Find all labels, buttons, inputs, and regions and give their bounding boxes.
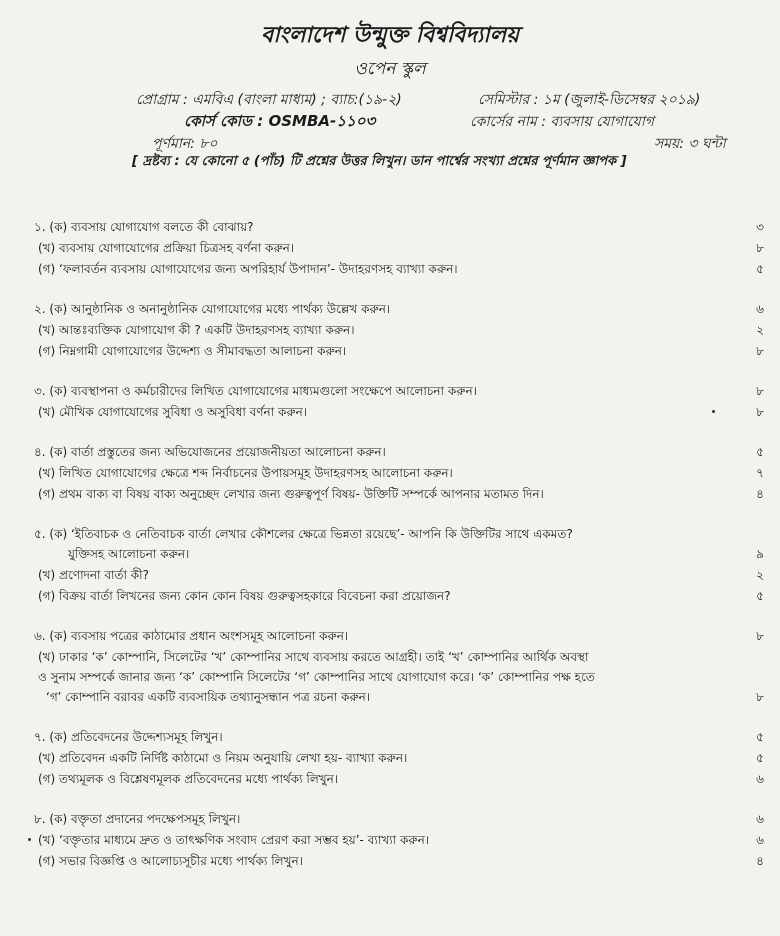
question-5a: ৫. (ক) ‘ইতিবাচক ও নেতিবাচক বার্তা লেখার কৌশলের ক্ষেত্রে ভিন্নতা রয়েছে’- আপনি কি উক্তিটির সাথে একমত? bbox=[34, 527, 573, 541]
marks-6b: ৮ bbox=[756, 690, 764, 704]
marks-2a: ৬ bbox=[756, 302, 764, 316]
marks-2c: ৮ bbox=[756, 344, 764, 358]
question-1a: ১. (ক) ব্যবসায় যোগাযোগ বলতে কী বোঝায়? bbox=[34, 220, 254, 234]
question-5c: (গ) বিক্রয় বার্তা লিখনের জন্য কোন কোন বিষয় গুরুত্বসহকারে বিবেচনা করা প্রয়োজন? bbox=[38, 589, 451, 603]
course-code: কোর্স কোড : OSMBA-১১০৩ bbox=[184, 112, 376, 130]
question-6b-cont1: ও সুনাম সম্পর্কে জানার জন্য ‘ক’ কোম্পানি সিলেটের ‘গ’ কোম্পানির সাথে যোগাযোগ করে। ‘ক’ কোম্পানির পক্ষ হতে bbox=[38, 670, 595, 684]
question-3b: (খ) মৌখিক যোগাযোগের সুবিধা ও অসুবিধা বর্ণনা করুন। bbox=[38, 405, 308, 419]
question-4c: (গ) প্রথম বাক্য বা বিষয় বাক্য অনুচ্ছেদ লেখার জন্য গুরুত্বপূর্ণ বিষয়- উক্তিটি সম্পর্কে আপনার মতামত দিন। bbox=[38, 487, 544, 501]
question-4b: (খ) লিখিত যোগাযোগের ক্ষেত্রে শব্দ নির্বাচনের উপায়সমূহ উদাহরণসহ আলোচনা করুন। bbox=[38, 466, 453, 480]
program-info: প্রোগ্রাম : এমবিএ (বাংলা মাধ্যম) ; ব্যাচ:(১৯-২) bbox=[136, 92, 402, 108]
question-2b: (খ) আন্তঃব্যক্তিক যোগাযোগ কী ? একটি উদাহরণসহ ব্যাখ্যা করুন। bbox=[38, 323, 355, 337]
question-6b-cont2: ‘গ’ কোম্পানি বরাবর একটি ব্যবসায়িক তথ্যানুসন্ধান পত্র রচনা করুন। bbox=[46, 690, 371, 704]
course-name: কোর্সের নাম : ব্যবসায় যোগাযোগ bbox=[470, 114, 654, 130]
question-7b: (খ) প্রতিবেদন একটি নির্দিষ্ট কাঠামো ও নিয়ম অনুযায়ি লেখা হয়- ব্যাখ্যা করুন। bbox=[38, 751, 408, 765]
marks-1c: ৫ bbox=[756, 262, 764, 276]
full-marks: পূর্ণমান: ৮০ bbox=[152, 136, 218, 152]
marks-5c: ৫ bbox=[756, 589, 764, 603]
marks-8a: ৬ bbox=[756, 812, 764, 826]
question-2a: ২. (ক) আনুষ্ঠানিক ও অনানুষ্ঠানিক যোগাযোগের মধ্যে পার্থক্য উল্লেখ করুন। bbox=[34, 302, 391, 316]
question-1c: (গ) ‘ফলাবর্তন ব্যবসায় যোগাযোগের জন্য অপরিহার্য উপাদান’- উদাহরণসহ ব্যাখ্যা করুন। bbox=[38, 262, 458, 276]
question-6a: ৬. (ক) ব্যবসায় পত্রের কাঠামোর প্রধান অংশসমূহ আলোচনা করুন। bbox=[34, 629, 349, 643]
marks-5b: ২ bbox=[756, 568, 764, 582]
marks-2b: ২ bbox=[756, 323, 764, 337]
scan-speck bbox=[712, 410, 715, 413]
exam-time: সময়: ৩ ঘন্টা bbox=[654, 136, 726, 152]
question-8b: (খ) ‘বক্তৃতার মাধ্যমে দ্রুত ও তাৎক্ষণিক সংবাদ প্রেরণ করা সম্ভব হয়’- ব্যাখ্যা করুন। bbox=[38, 833, 430, 847]
marks-3a: ৮ bbox=[756, 384, 764, 398]
marks-6a: ৮ bbox=[756, 629, 764, 643]
question-3a: ৩. (ক) ব্যবস্থাপনা ও কর্মচারীদের লিখিত যোগাযোগের মাধ্যমগুলো সংক্ষেপে আলোচনা করুন। bbox=[34, 384, 477, 398]
question-7c: (গ) তথ্যমূলক ও বিশ্লেষণমূলক প্রতিবেদনের মধ্যে পার্থক্য লিখুন। bbox=[38, 772, 339, 786]
university-title: বাংলাদেশ উন্মুক্ত বিশ্ববিদ্যালয় bbox=[260, 23, 520, 48]
marks-4a: ৫ bbox=[756, 445, 764, 459]
marks-1b: ৮ bbox=[756, 241, 764, 255]
semester-info: সেমিস্টার : ১ম (জুলাই-ডিসেম্বর ২০১৯) bbox=[478, 92, 701, 108]
question-2c: (গ) নিম্নগামী যোগাযোগের উদ্দেশ্য ও সীমাবদ্ধতা আলাচনা করুন। bbox=[38, 344, 347, 358]
question-6b: (খ) ঢাকার ‘ক’ কোম্পানি, সিলেটের ‘খ’ কোম্পানির সাথে ব্যবসায় করতে আগ্রহী। তাই ‘খ’ কোম্পানির আর্থিক অবস্থা bbox=[38, 650, 589, 664]
question-8a: ৮. (ক) বক্তৃতা প্রদানের পদক্ষেপসমূহ লিখুন। bbox=[34, 812, 241, 826]
question-5b: (খ) প্রণোদনা বার্তা কী? bbox=[38, 568, 149, 582]
marks-5a: ৯ bbox=[756, 547, 764, 561]
marks-8c: ৪ bbox=[756, 854, 764, 868]
instruction-note: [ দ্রষ্টব্য : যে কোনো ৫ (পাঁচ) টি প্রশ্নের উত্তর লিখুন। ডান পার্শ্বের সংখ্যা প্রশ্নের পূর্ণমান জ্ঞাপক ] bbox=[132, 154, 627, 169]
question-5a-cont: যুক্তিসহ আলোচনা করুন। bbox=[68, 547, 190, 561]
question-7a: ৭. (ক) প্রতিবেদনের উদ্দেশ্যসমূহ লিখুন। bbox=[34, 730, 223, 744]
marks-1a: ৩ bbox=[756, 220, 764, 234]
marks-3b: ৮ bbox=[756, 405, 764, 419]
school-name: ওপেন স্কুল bbox=[354, 59, 426, 79]
marks-4c: ৪ bbox=[756, 487, 764, 501]
marks-7c: ৬ bbox=[756, 772, 764, 786]
question-4a: ৪. (ক) বার্তা প্রস্তুতের জন্য অভিযোজনের প্রয়োজনীয়তা আলোচনা করুন। bbox=[34, 445, 386, 459]
marks-7b: ৫ bbox=[756, 751, 764, 765]
marks-7a: ৫ bbox=[756, 730, 764, 744]
question-1b: (খ) ব্যবসায় যোগাযোগের প্রক্রিয়া চিত্রসহ বর্ণনা করুন। bbox=[38, 241, 295, 255]
scan-speck bbox=[28, 838, 31, 841]
question-8c: (গ) সভার বিজ্ঞপ্তি ও আলোচ্যসূচীর মধ্যে পার্থক্য লিখুন। bbox=[38, 854, 303, 868]
marks-4b: ৭ bbox=[756, 466, 764, 480]
marks-8b: ৬ bbox=[756, 833, 764, 847]
